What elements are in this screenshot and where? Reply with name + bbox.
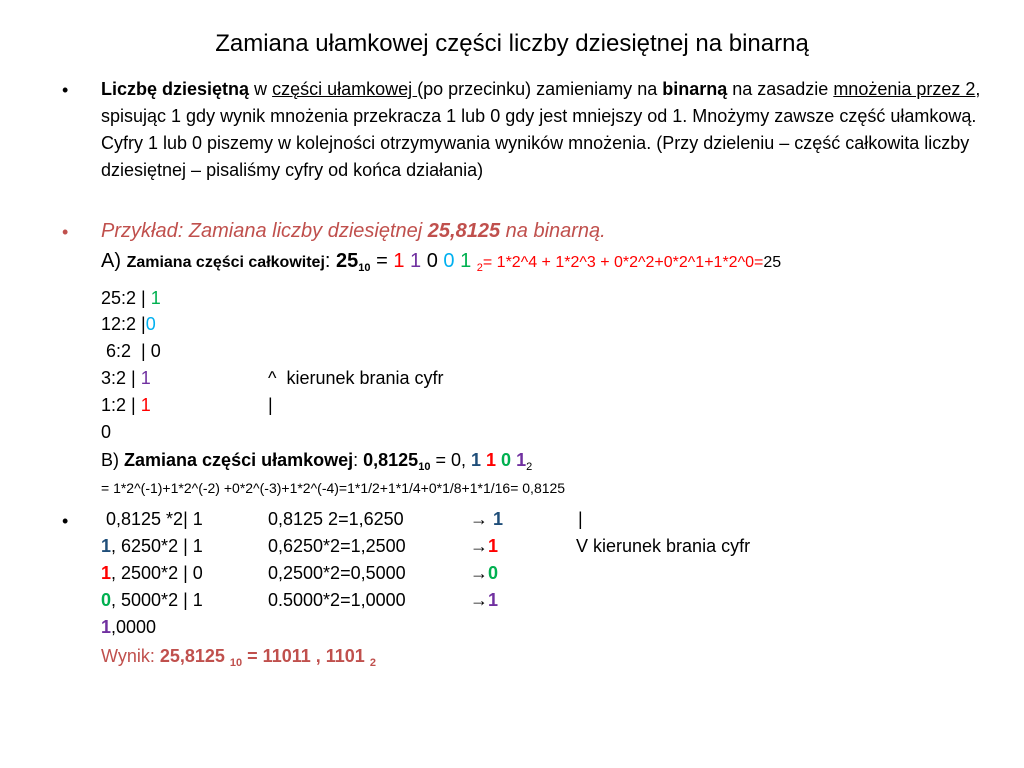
subscript: 10: [229, 657, 243, 669]
subscript: 2: [369, 657, 376, 669]
number: 25: [336, 250, 359, 272]
subscript: 10: [358, 262, 371, 274]
division-row: [101, 288, 161, 309]
text: na zasadzie: [727, 79, 834, 99]
digit: 1: [470, 450, 481, 470]
result-label: Wynik:: [101, 646, 160, 666]
fraction-formula: = 1*2^(-1)+1*2^(-2) +0*2^(-3)+1*2^(-4)=1*1/2+1*1/4+0*1/8+1*1/16= 0,8125: [101, 480, 566, 496]
division-row: [101, 368, 151, 389]
text: , 5000*2 | 1: [111, 590, 203, 610]
text: :: [324, 250, 337, 272]
multiplication-calc: 0,6250*2=1,2500: [268, 536, 406, 556]
multiplication-row: 0,8125 *2| 1: [101, 509, 203, 529]
bullet-1-text: [101, 76, 981, 184]
digit: 1: [140, 395, 151, 415]
underlined-text: mnożenia przez 2: [833, 79, 976, 99]
digit: 0: [488, 563, 499, 583]
digit: 1: [460, 250, 472, 272]
text: =: [370, 250, 394, 272]
bold-text: binarną: [662, 79, 728, 99]
bold-text: Zamiana części całkowitej: [126, 254, 325, 271]
text: 12:2 |: [101, 314, 146, 334]
direction-note: ^ kierunek brania cyfr: [268, 368, 444, 388]
result-binary: = 11011 , 1101: [242, 646, 370, 666]
arrow-digit: [470, 509, 503, 530]
bullet-3-marker: •: [62, 511, 69, 531]
arrow-digit: [470, 590, 498, 611]
text: (po przecinku) zamieniamy na: [417, 79, 663, 99]
digit: 1: [410, 250, 422, 272]
division-row: [101, 395, 151, 416]
text: 25:2 |: [101, 288, 151, 308]
text: ,0000: [111, 617, 157, 637]
digit: 1: [101, 563, 112, 583]
digit: 0: [501, 450, 512, 470]
arrow-digit: [470, 563, 498, 584]
direction-bar: |: [268, 395, 273, 415]
slide-title: Zamiana ułamkowej części liczby dziesiętnej na binarną: [215, 30, 809, 57]
bullet-2-marker: •: [62, 222, 69, 242]
digit: 1: [488, 536, 499, 556]
text: , 2500*2 | 0: [111, 563, 203, 583]
fraction-part-line: [101, 450, 532, 473]
text: 1:2 |: [101, 395, 141, 415]
text: , 6250*2 | 1: [111, 536, 203, 556]
division-row: 6:2 | 0: [101, 341, 161, 361]
text: :: [353, 450, 364, 470]
direction-note: V kierunek brania cyfr: [576, 536, 751, 556]
bold-text: Zamiana części ułamkowej: [124, 450, 354, 470]
result-number: 25,8125: [159, 646, 230, 666]
underlined-text: części ułamkowej: [272, 79, 418, 99]
example-number: 25,8125: [427, 220, 501, 242]
direction-bar: |: [578, 509, 583, 529]
text: na binarną.: [500, 220, 606, 242]
text: A): [101, 250, 127, 272]
digit: 0: [145, 314, 156, 334]
arrow-icon: →: [470, 563, 488, 583]
digit: 1: [488, 590, 499, 610]
text: Przykład: Zamiana liczby dziesiętnej: [101, 220, 428, 242]
bullet-1-marker: •: [62, 80, 69, 100]
digit: 1: [140, 368, 151, 388]
multiplication-calc: 0,8125 2=1,6250: [268, 509, 404, 529]
digit: 1: [150, 288, 161, 308]
digit: 1: [393, 250, 405, 272]
digit: 0: [443, 250, 455, 272]
arrow-icon: →: [470, 536, 488, 556]
digit: 1: [486, 450, 497, 470]
multiplication-calc: 0,2500*2=0,5000: [268, 563, 406, 583]
text: = 0,: [430, 450, 471, 470]
arrow-icon: →: [470, 590, 488, 610]
digit: 0: [101, 590, 112, 610]
digit: 1: [516, 450, 527, 470]
multiplication-row: [101, 563, 203, 584]
digit: 1: [493, 509, 504, 529]
bold-text: Liczbę dziesiętną: [101, 79, 250, 99]
multiplication-calc: 0.5000*2=1,0000: [268, 590, 406, 610]
division-row: 0: [101, 422, 112, 442]
subscript: 2: [476, 262, 483, 274]
subscript: 10: [418, 461, 431, 473]
digit: 0: [426, 250, 438, 272]
text: , spisując 1 gdy wynik mnożenia przekracza 1 lub 0 gdy jest mniejszy od 1. Mnożymy zawsze część ułamkową. Cyfry 1 lub 0 piszemy w kolejności otrzymywania wyników mnożenia. (Przy dzieleniu – część całkowita liczby dziesiętnej – pisaliśmy cyfry od końca działania): [101, 79, 981, 180]
multiplication-row: [101, 590, 203, 611]
number: 0,8125: [363, 450, 419, 470]
digit: 1: [101, 536, 112, 556]
formula: = 1*2^4 + 1*2^3 + 0*2^2+0*2^1+1*2^0=: [482, 254, 764, 271]
arrow-icon: →: [470, 509, 488, 529]
subscript: 2: [526, 461, 533, 473]
text: 3:2 |: [101, 368, 141, 388]
arrow-digit: [470, 536, 498, 557]
integer-part-line: [101, 250, 781, 274]
multiplication-row: [101, 536, 203, 557]
multiplication-row: [101, 617, 156, 638]
digit: 1: [101, 617, 112, 637]
text: B): [101, 450, 125, 470]
result: 25: [763, 254, 782, 271]
example-heading: [101, 220, 606, 243]
result-line: [101, 646, 376, 669]
text: w: [249, 79, 273, 99]
division-row: [101, 314, 156, 335]
